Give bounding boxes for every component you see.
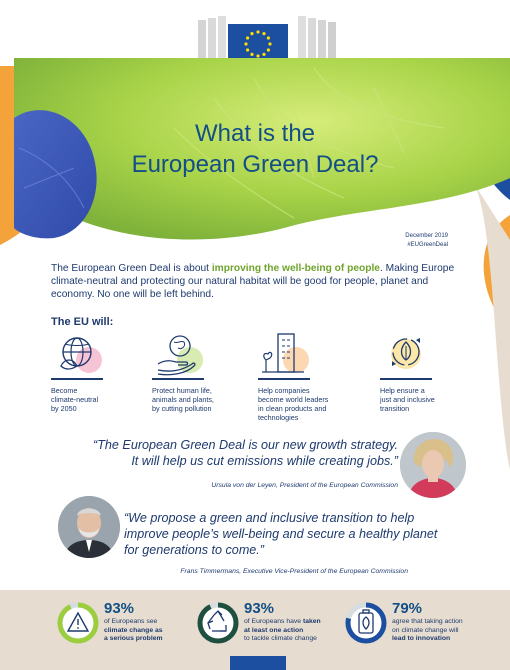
stat-line-bold: lead to innovation: [392, 635, 451, 642]
title-line-1: What is the: [194, 120, 316, 147]
intro-highlight: improving the well-being of people: [211, 263, 380, 274]
pledge-rule: [258, 378, 310, 380]
person-photo-icon: [58, 496, 120, 558]
footer-tab: [230, 656, 286, 670]
stat-ring-3: [344, 601, 388, 645]
pledge-line: just and inclusive: [380, 394, 435, 404]
pledge-line: by 2050: [51, 403, 77, 413]
stat-line: of Europeans have: [244, 618, 303, 625]
stat-ring-1: [56, 601, 100, 645]
pledge-climate-neutral: [51, 330, 146, 413]
quote-line: for generations to come.”: [124, 543, 265, 557]
portrait-timmermans: [58, 496, 120, 558]
date-block: [405, 232, 448, 250]
pledge-text: [51, 386, 146, 413]
quote-von-der-leyen: [92, 437, 398, 469]
stat-taken-action: [244, 601, 344, 644]
pledge-line: by cutting pollution: [152, 403, 212, 413]
intro-paragraph: [51, 262, 471, 301]
pledge-line: animals and plants,: [152, 394, 214, 404]
stat-percent: 79%: [392, 600, 423, 617]
pledge-line: technologies: [258, 412, 299, 422]
stat-description: [244, 618, 344, 644]
stat-line: agree that taking action: [392, 618, 463, 625]
stat-serious-problem: [104, 601, 204, 644]
intro-part-1: The European Green Deal is about: [51, 263, 212, 274]
pledge-protect-life: [152, 330, 247, 413]
hashtag: #EUGreenDeal: [407, 242, 448, 248]
stat-description: [392, 618, 492, 644]
pledge-line: Help companies: [258, 385, 310, 395]
stat-line: on climate change will: [392, 626, 459, 634]
quote-line: “The European Green Deal is our new growth strategy.: [93, 438, 398, 452]
quote-line: It will help us cut emissions while creating jobs.”: [131, 454, 398, 468]
intro-part-2: . Making Europe climate-neutral and protecting our natural habitat will be good for people, planet and economy. No one will be left behind.: [51, 263, 455, 300]
pledge-text: [258, 386, 353, 422]
pledge-line: Help ensure a: [380, 385, 425, 395]
pledge-line: in clean products and: [258, 403, 327, 413]
pledge-line: Become: [51, 385, 78, 395]
portrait-von-der-leyen: [400, 432, 466, 498]
quote-attribution: Ursula von der Leyen, President of the European Commission: [211, 482, 398, 489]
pledge-rule: [152, 378, 204, 380]
pledge-line: climate-neutral: [51, 394, 99, 404]
stat-line-bold: climate change as: [104, 626, 163, 634]
publication-date: December 2019: [405, 233, 448, 239]
stat-line: of Europeans see: [104, 618, 158, 625]
pledge-text: [152, 386, 247, 413]
title-line-2: European Green Deal?: [131, 151, 379, 178]
stat-line-bold: a serious problem: [104, 635, 163, 642]
person-photo-icon: [400, 432, 466, 498]
quote-line: “We propose a green and inclusive transition to help: [124, 511, 415, 525]
stat-percent: 93%: [244, 600, 275, 617]
pledge-line: transition: [380, 403, 410, 413]
stat-ring-2: [196, 601, 240, 645]
quote-timmermans: [124, 510, 464, 558]
eu-will-heading: The EU will:: [51, 316, 114, 328]
stat-innovation: [392, 601, 492, 644]
stat-percent: 93%: [104, 600, 135, 617]
pledge-line: Protect human life,: [152, 385, 212, 395]
quote-line: improve people’s well-being and secure a healthy planet: [124, 527, 438, 541]
pledge-line: become world leaders: [258, 394, 329, 404]
globe-leaf-icon: [51, 330, 111, 376]
pledge-just-transition: [380, 330, 475, 413]
stat-line-bold: taken: [302, 618, 321, 625]
hand-earth-icon: [152, 330, 212, 376]
pledge-rule: [51, 378, 103, 380]
quote-attribution: Frans Timmermans, Executive Vice-President of the European Commission: [180, 568, 408, 575]
pledge-text: [380, 386, 475, 413]
pledge-help-companies: [258, 330, 353, 422]
green-building-icon: [258, 330, 318, 376]
pledge-rule: [380, 378, 432, 380]
just-transition-icon: [380, 330, 440, 376]
stat-line-bold: at least one action: [244, 626, 304, 634]
page-title: [0, 118, 510, 180]
stat-line: to tackle climate change: [244, 635, 317, 642]
stat-description: [104, 618, 204, 644]
